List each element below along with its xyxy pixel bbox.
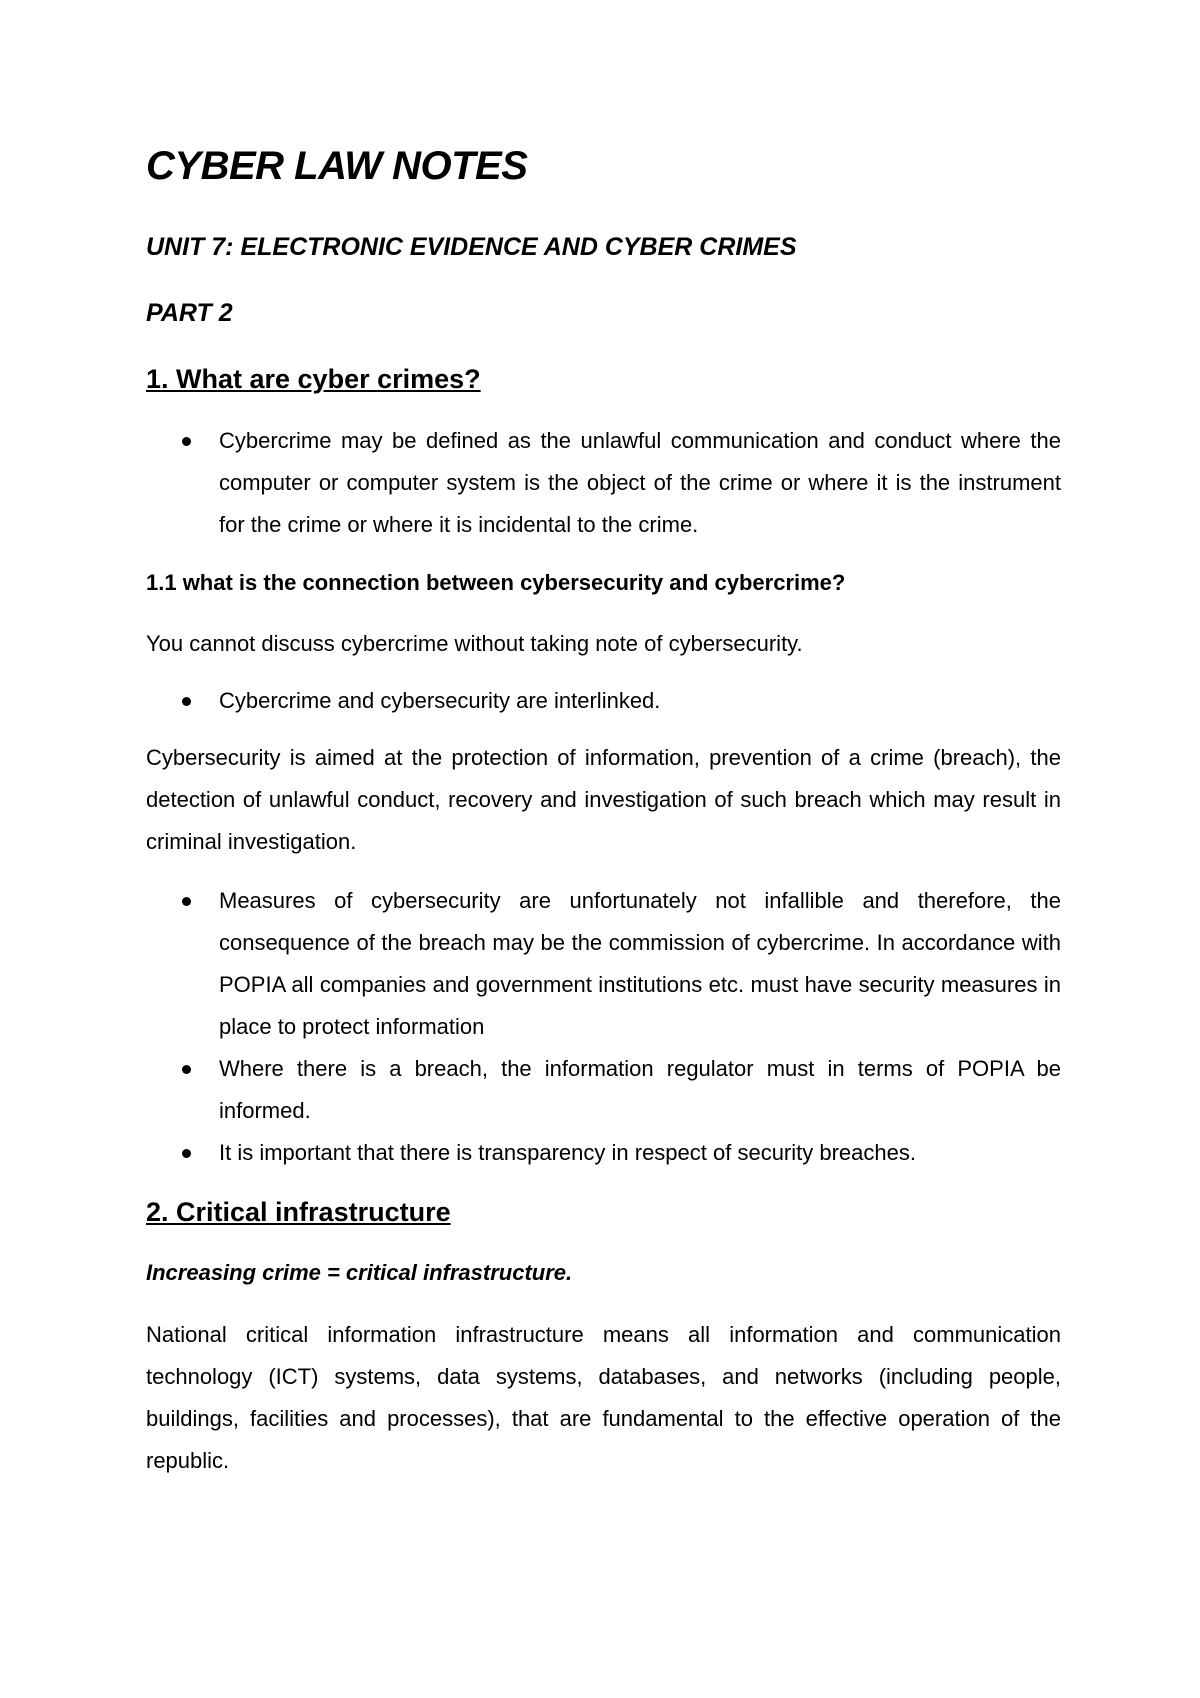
bullet-icon	[182, 1149, 191, 1158]
paragraph: Cybersecurity is aimed at the protection of information, prevention of a crime (breach), the detection of unlawful conduct, recovery and investigation of such breach which may result in criminal investigation.	[146, 745, 1061, 854]
part-title: PART 2	[146, 299, 233, 327]
bullet-icon	[182, 897, 191, 906]
paragraph: You cannot discuss cybercrime without taking note of cybersecurity.	[146, 631, 803, 656]
bullet-icon	[182, 697, 191, 706]
bullet-list-interlinked	[146, 680, 1061, 722]
bullet-icon	[182, 437, 191, 446]
bullet-text: Cybercrime and cybersecurity are interlinked.	[219, 688, 661, 713]
bullet-icon	[182, 1065, 191, 1074]
list-item	[146, 680, 1061, 722]
bullet-text: Cybercrime may be defined as the unlawful communication and conduct where the computer or computer system is the object of the crime or where it is the instrument for the crime or where it is incidental to the crime.	[219, 428, 1061, 537]
list-item	[146, 1048, 1061, 1132]
subsection-1-1-heading: 1.1 what is the connection between cybersecurity and cybercrime?	[146, 570, 846, 595]
list-item	[146, 420, 1061, 546]
unit-title: UNIT 7: ELECTRONIC EVIDENCE AND CYBER CRIMES	[146, 233, 797, 261]
bullet-text: Measures of cybersecurity are unfortunately not infallible and therefore, the consequence of the breach may be the commission of cybercrime. In accordance with POPIA all companies and government institutions etc. must have security measures in place to protect information	[219, 888, 1061, 1039]
section-2-heading: 2. Critical infrastructure	[146, 1197, 451, 1227]
bullet-list-measures	[146, 880, 1061, 1174]
paragraph: National critical information infrastructure means all information and communication technology (ICT) systems, data systems, databases, and networks (including people, buildings, facilities and processes), that are fundamental to the effective operation of the republic.	[146, 1322, 1061, 1473]
section-1-heading: 1. What are cyber crimes?	[146, 364, 481, 394]
bullet-text: Where there is a breach, the information regulator must in terms of POPIA be informed.	[219, 1056, 1061, 1123]
list-item	[146, 880, 1061, 1048]
section-2-subheading: Increasing crime = critical infrastructure.	[146, 1260, 573, 1285]
section-1-bullet-list	[146, 420, 1061, 546]
document-title: CYBER LAW NOTES	[146, 144, 528, 188]
list-item	[146, 1132, 1061, 1174]
bullet-text: It is important that there is transparency in respect of security breaches.	[219, 1140, 916, 1165]
